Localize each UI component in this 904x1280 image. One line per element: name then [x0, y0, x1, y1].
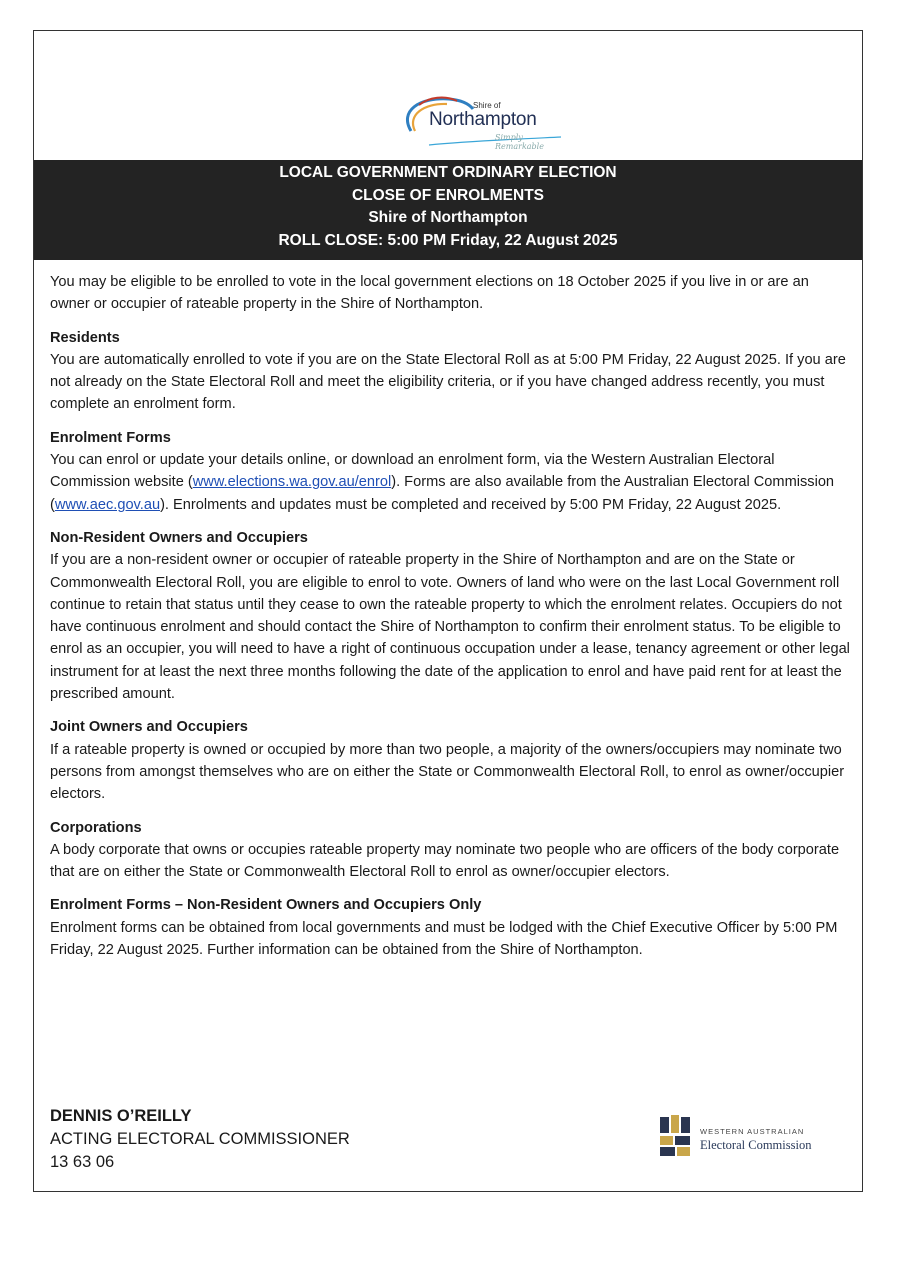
section-body: A body corporate that owns or occupies rateable property may nominate two people who are officers of the body corporate that are on either the State or Commonwealth Electoral Roll to enrol as owner/occupier electors. [50, 841, 840, 881]
section-body [50, 449, 850, 516]
notice-banner [34, 160, 862, 260]
waec-logo [658, 1113, 858, 1163]
banner-title: LOCAL GOVERNMENT ORDINARY ELECTION [279, 164, 617, 181]
intro-paragraph: You may be eligible to be enrolled to vote in the local government elections on 18 October 2025 if you live in or are an owner or occupier of rateable property in the Shire of Northampton. [50, 274, 809, 313]
section-heading: Joint Owners and Occupiers [50, 719, 248, 736]
section-forms-non-resident [50, 894, 850, 961]
logo-tagline: Simply Remarkable [495, 133, 544, 151]
section-body: If you are a non-resident owner or occupier of rateable property in the Shire of Northampton and are on the State or Commonwealth Electoral Roll, you are eligible to enrol to vote. Owners of land who were on the last Local Government roll continue to retain that status until they cease to own the rateable property to which the enrolment relates. Occupiers do not have continuous enrolment and should contact the Shire of Northampton to confirm their enrolment status. To be eligible to enrol as an occupier, you will need to have a right of continuous occupation under a lease, tenancy agreement or other legal instrument for at least the next three months following the date of the application to enrol and have paid rent for at least the prescribed amount. [50, 552, 850, 703]
contact-phone: 13 63 06 [50, 1153, 115, 1171]
section-heading: Corporations [50, 819, 142, 836]
section-corporations [50, 817, 850, 884]
logo-town-name: Northampton [429, 109, 537, 130]
section-non-resident [50, 527, 850, 705]
section-body: If a rateable property is owned or occupied by more than two people, a majority of the owners/occupiers may nominate two persons from amongst themselves who are on either the State or Commonwealth Electoral Roll, to enrol as owner/occupier electors. [50, 741, 845, 803]
section-body: You are automatically enrolled to vote if you are on the State Electoral Roll as at 5:00 PM Friday, 22 August 2025. If you are not already on the State Electoral Roll and meet the eligibility criteria, or if you have changed address recently, you must complete an enrolment form. [50, 351, 846, 413]
aec-link[interactable]: www.aec.gov.au [54, 496, 161, 513]
notice-body [50, 271, 850, 972]
section-heading: Enrolment Forms [50, 429, 171, 446]
section-residents [50, 327, 850, 416]
shire-logo [369, 61, 569, 151]
body-text: ). Enrolments and updates must be completed and received by 5:00 PM Friday, 22 August 2025. [160, 496, 782, 513]
section-joint-owners [50, 716, 850, 805]
signatory-title: ACTING ELECTORAL COMMISSIONER [50, 1130, 350, 1148]
section-enrolment-forms [50, 427, 850, 516]
section-body: Enrolment forms can be obtained from local governments and must be lodged with the Chief Executive Officer by 5:00 PM Friday, 22 August 2025. Further information can be obtained from the Shire of Northampton. [50, 919, 838, 959]
waec-emblem-icon [658, 1113, 692, 1159]
waec-enrol-link[interactable]: www.elections.wa.gov.au/enrol [192, 474, 392, 491]
banner-roll-close: ROLL CLOSE: 5:00 PM Friday, 22 August 2025 [278, 231, 618, 249]
banner-subtitle: CLOSE OF ENROLMENTS [351, 186, 545, 204]
banner-shire: Shire of Northampton [368, 209, 528, 226]
section-heading: Non-Resident Owners and Occupiers [50, 529, 308, 546]
notice-frame [33, 30, 863, 1192]
section-heading: Enrolment Forms – Non-Resident Owners and Occupiers Only [50, 897, 482, 914]
body-text: You can enrol or update your details online, or download an enrolment form, via the Western Australian Electoral Commission website ( [50, 452, 775, 491]
signatory-name: DENNIS O’REILLY [50, 1107, 192, 1125]
section-heading: Residents [50, 329, 120, 346]
logo-shire-of: Shire of [473, 101, 501, 110]
waec-logo-line2: Electoral Commission [700, 1138, 812, 1152]
waec-logo-line1: WESTERN AUSTRALIAN [700, 1127, 805, 1136]
signature-block [50, 1105, 350, 1174]
body-text: ). Forms are also available from the Australian Electoral Commission ( [50, 474, 835, 513]
